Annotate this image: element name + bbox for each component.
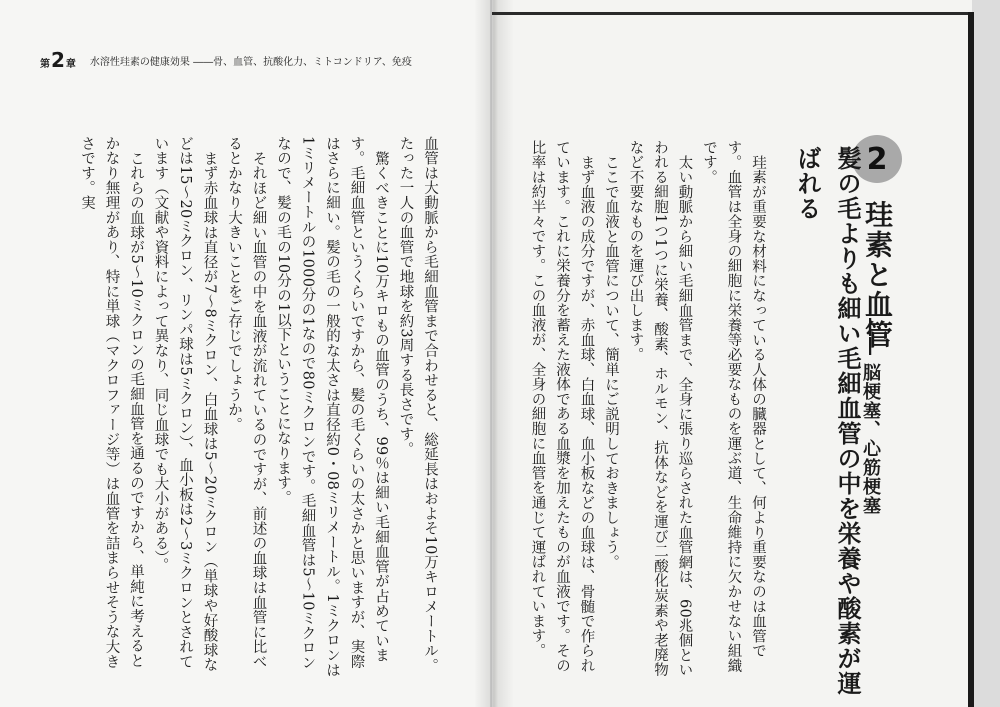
chapter-title: 水溶性珪素の健康効果 ――骨、血管、抗酸化力、ミトコンドリア、免疫 bbox=[89, 56, 412, 68]
page-edge-right bbox=[968, 12, 974, 707]
chapter-prefix: 第 bbox=[40, 59, 50, 70]
chapter-suffix: 章 bbox=[65, 59, 76, 70]
section-title: 珪素と血管 bbox=[861, 200, 894, 350]
running-header bbox=[40, 50, 412, 70]
body-paragraph: まず赤血球は直径が7～8ミクロン、白血球は5～20ミクロン（単球や好酸球などは15～20ミクロン、リンパ球は5ミクロン）、血小板は2～3ミクロンとされています（文献や資料によって異なり、同じ血球でも大小がある）。 bbox=[152, 136, 218, 672]
left-body-text bbox=[22, 136, 442, 681]
chapter-number: 2 bbox=[51, 48, 65, 72]
body-paragraph: 珪素が重要な材料になっている人体の臓器として、何より重要なのは血管です。血管は全身の細胞に栄養等必要なものを運ぶ道、生命維持に欠かせない組織です。 bbox=[701, 140, 766, 673]
section-number-badge: 2 bbox=[852, 135, 902, 183]
body-paragraph: これらの血球が5～10ミクロンの毛細血管を通るのですから、単純に考えるとかなり無理があり、特に単球（マクロファージ等）は血管を詰まらせそうな大きさです。実 bbox=[79, 136, 144, 669]
page-edge-top bbox=[492, 12, 974, 15]
section-headline: 髪の毛よりも細い毛細血管の中を栄養や酸素が運ばれる bbox=[793, 146, 861, 696]
body-paragraph: 血管は大動脈から毛細血管まで合わせると、総延長はおよそ10万キロメートル。たった一人の血管で地球を約3周する長さです。 bbox=[397, 136, 438, 674]
body-paragraph: ここで血液と血管について、簡単にご説明しておきましょう。 bbox=[603, 154, 619, 569]
chapter-mark bbox=[40, 50, 76, 70]
body-paragraph: まず血液の成分ですが、赤血球、白血球、血小板などの血球は、骨髄で作られています。これに栄養分を蓄えた液体である血漿を加えたものが血液です。その比率は約半々です。この血液が、全身の細胞に血管を通じて運ばれています。 bbox=[529, 140, 595, 673]
gutter-shadow bbox=[474, 0, 514, 707]
body-paragraph: 驚くべきことに10万キロもの血管のうち、99％は細い毛細血管が占めています。毛細血管というくらいですから、髪の毛くらいの太さかと思いますが、実際はさらに細い。髪の毛の一般的な太さは直径約0・08ミリメートル。1ミクロンは1ミリメートルの1000分の1なので80ミクロンです。毛細血管は5～10ミクロンなので、髪の毛の10分の1以下ということになります。 bbox=[275, 136, 389, 678]
left-page bbox=[0, 0, 490, 707]
body-paragraph: それほど細い血管の中を血液が流れているのですが、前述の血球は血管に比べるとかなり大きいことをご存じでしょうか。 bbox=[226, 136, 267, 669]
body-paragraph: 太い動脈から細い毛細血管まで、全身に張り巡らされた血管網は、60兆個といわれる細胞1つ1つに栄養、酸素、ホルモン、抗体などを運び二酸化炭素や老廃物など不要なものを運び出します。 bbox=[627, 140, 693, 678]
section-subtitle: ―― 脳梗塞、心筋梗塞 bbox=[860, 318, 881, 516]
right-body-text bbox=[529, 140, 770, 685]
